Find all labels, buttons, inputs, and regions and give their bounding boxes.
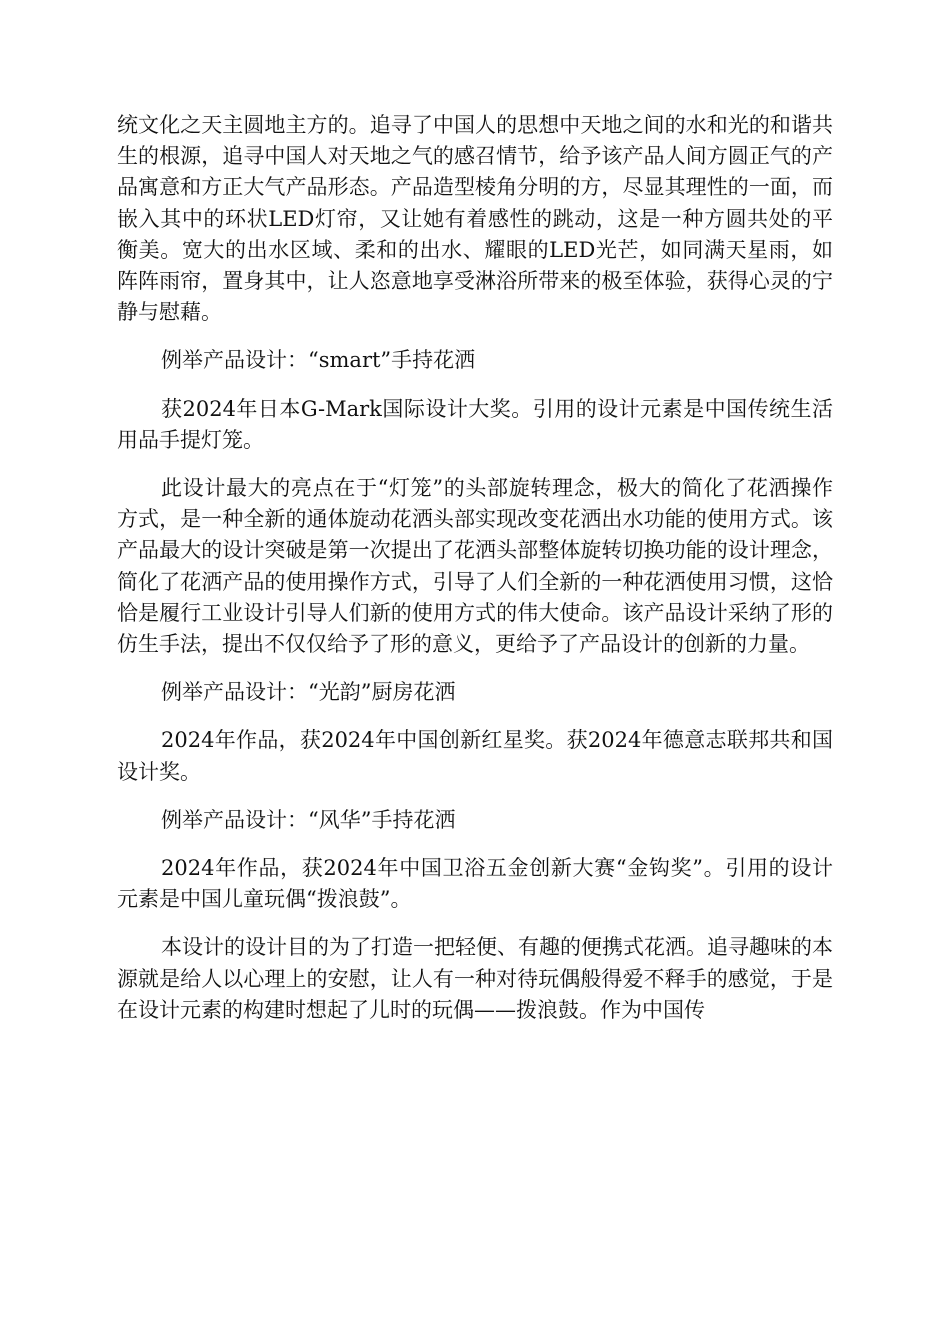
paragraph-fenghua-design: 本设计的设计目的为了打造一把轻便、有趣的便携式花洒。追寻趣味的本源就是给人以心理上的安慰，让人有一种对待玩偶般得爱不释手的感觉，于是在设计元素的构建时想起了儿时的玩偶——拨浪鼓。作为中国传 <box>117 935 833 1022</box>
paragraph-guangyun-award: 2024年作品，获2024年中国创新红星奖。获2024年德意志联邦共和国设计奖。 <box>117 728 833 784</box>
paragraph-smart-award: 获2024年日本G-Mark国际设计大奖。引用的设计元素是中国传统生活用品手提灯笼。 <box>117 396 833 452</box>
heading-smart-shower: 例举产品设计：“smart”手持花洒 <box>161 348 476 373</box>
heading-fenghua-shower: 例举产品设计：“风华”手持花洒 <box>161 807 456 832</box>
paragraph-continuation: 统文化之天主圆地主方的。追寻了中国人的思想中天地之间的水和光的和谐共生的根源，追寻中国人对天地之气的感召情节，给予该产品人间方圆正气的产品寓意和方正大气产品形态。产品造型棱角分明的方，尽显其理性的一面，而嵌入其中的环状LED灯帘，又让她有着感性的跳动，这是一种方圆共处的平衡美。宽大的出水区域、柔和的出水、耀眼的LED光芒，如同满天星雨，如阵阵雨帘，置身其中，让人恣意地享受淋浴所带来的极至体验，获得心灵的宁静与慰藉。 <box>117 113 833 325</box>
paragraph-smart-design: 此设计最大的亮点在于“灯笼”的头部旋转理念，极大的简化了花洒操作方式，是一种全新的通体旋动花洒头部实现改变花洒出水功能的使用方式。该产品最大的设计突破是第一次提出了花洒头部整体旋转切换功能的设计理念，简化了花洒产品的使用操作方式，引导了人们全新的一种花洒使用习惯，这恰恰是履行工业设计引导人们新的使用方式的伟大使命。该产品设计采纳了形的仿生手法，提出不仅仅给予了形的意义，更给予了产品设计的创新的力量。 <box>117 476 833 657</box>
paragraph-fenghua-award: 2024年作品，获2024年中国卫浴五金创新大赛“金钩奖”。引用的设计元素是中国儿童玩偶“拨浪鼓”。 <box>117 856 833 912</box>
heading-guangyun-shower: 例举产品设计：“光韵”厨房花洒 <box>161 680 456 705</box>
document-page <box>117 110 833 1043</box>
